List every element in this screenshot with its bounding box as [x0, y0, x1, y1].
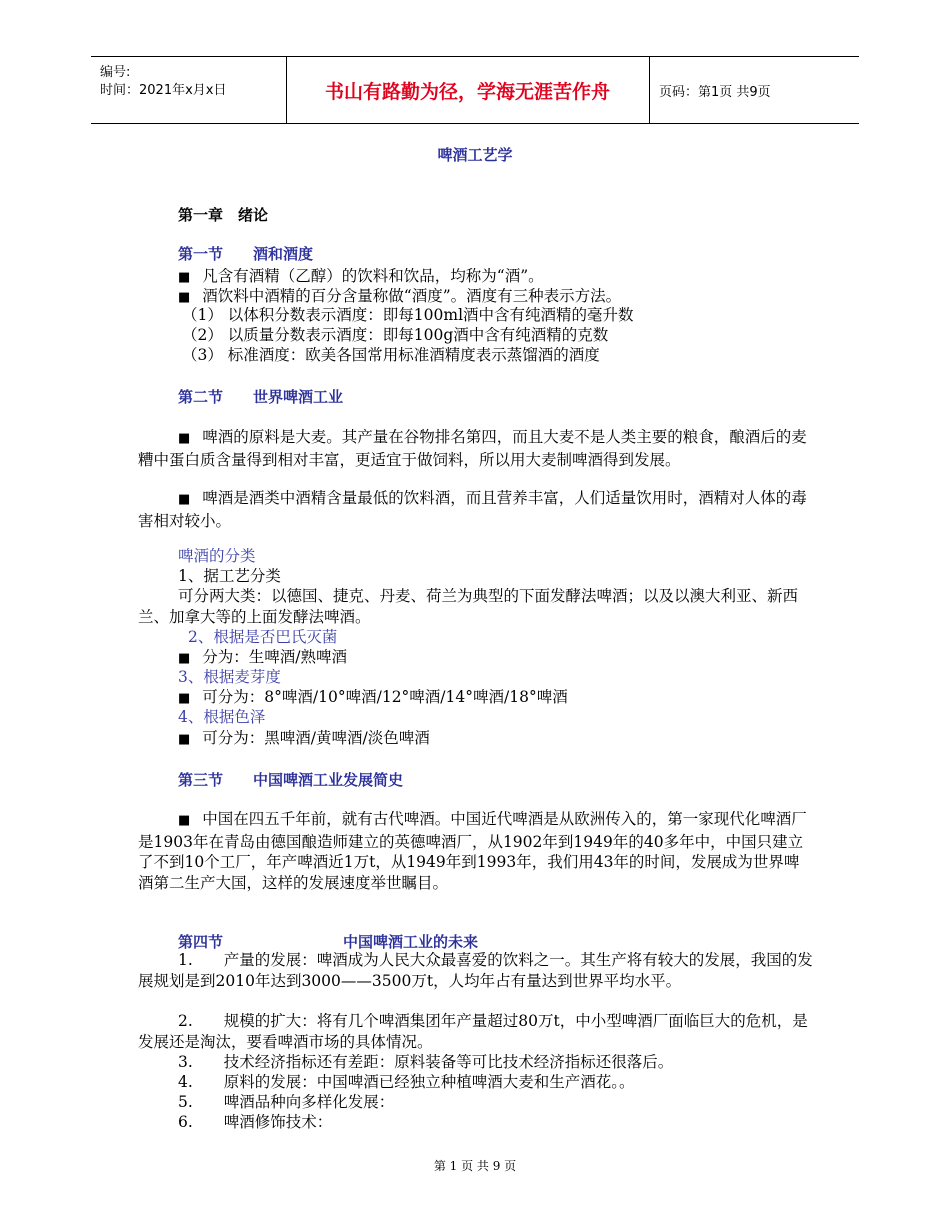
paragraph-text: 啤酒是酒类中酒精含量最低的饮料酒，而且营养丰富，人们适量饮用时，酒精对人体的毒害相对较小。 — [138, 489, 807, 530]
page-footer: 第 1 页 共 9 页 — [433, 1159, 517, 1173]
classify-item-1-text: 可分两大类：以德国、捷克、丹麦、荷兰为典型的下面发酵法啤酒；以及以澳大利亚、新西兰、加拿大等的上面发酵法啤酒。 — [138, 587, 799, 626]
section-1-heading: 第一节 酒和酒度 — [178, 245, 314, 263]
header-meta-cell — [91, 57, 287, 123]
bullet-text: 酒饮料中酒精的百分含量称做“酒度”。酒度有三种表示方法。 — [202, 287, 622, 305]
bullet-square-icon: ■ — [178, 290, 191, 305]
future-item-4: 4. 原料的发展：中国啤酒已经独立种植啤酒大麦和生产酒花。。 — [178, 1073, 635, 1091]
header-page-info: 页码：第1页 共9页 — [659, 85, 771, 100]
bullet-text: 可分为：8°啤酒/10°啤酒/12°啤酒/14°啤酒/18°啤酒 — [202, 688, 568, 706]
bullet-square-icon: ■ — [178, 270, 191, 285]
chapter-heading: 第一章 绪论 — [178, 206, 269, 224]
bullet-text: 凡含有酒精（乙醇）的饮料和饮品，均称为“酒”。 — [202, 267, 544, 285]
paragraph-text: 啤酒的原料是大麦。其产量在谷物排名第四，而且大麦不是人类主要的粮食，酿酒后的麦糟中蛋白质含量得到相对丰富，更适宜于做饲料，所以用大麦制啤酒得到发展。 — [138, 428, 807, 469]
time-label: 时间：2021年x月x日 — [100, 83, 227, 98]
paragraph-text: 中国在四五千年前，就有古代啤酒。中国近代啤酒是从欧洲传入的，第一家现代化啤酒厂是1903年在青岛由德国酿造师建立的英德啤酒厂，从1902年到1949年的40多年中，中国只建立了不到10个工厂，年产啤酒近1万t，从1949年到1993年，我们用43年的时间，发展成为世界啤酒第二生产大国，这样的发展速度举世瞩目。 — [138, 810, 807, 892]
section-2-paragraph-2 — [138, 488, 813, 531]
bullet-square-icon: ■ — [178, 651, 191, 666]
classify-item-2-heading: 2、根据是否巴氏灭菌 — [188, 628, 338, 646]
classification-heading: 啤酒的分类 — [178, 547, 256, 565]
page-header — [91, 56, 859, 124]
bullet-square-icon: ■ — [178, 492, 191, 507]
future-item-5: 5. 啤酒品种向多样化发展： — [178, 1093, 395, 1111]
method-1: （1） 以体积分数表示酒度：即每100ml酒中含有纯酒精的毫升数 — [182, 306, 634, 324]
document-title: 啤酒工艺学 — [437, 146, 513, 164]
section-1-bullet-1 — [178, 266, 544, 288]
section-3-heading: 第三节 中国啤酒工业发展简史 — [178, 771, 404, 789]
method-2: （2） 以质量分数表示酒度：即每100g酒中含有纯酒精的克数 — [182, 326, 609, 344]
classify-item-3-bullet — [178, 687, 568, 709]
section-2-paragraph-1 — [138, 427, 813, 470]
bullet-square-icon: ■ — [178, 691, 191, 706]
method-3: （3） 标准酒度：欧美各国常用标准酒精度表示蒸馏酒的酒度 — [182, 346, 600, 364]
number-label: 编号: — [100, 65, 131, 80]
future-item-1: 1. 产量的发展：啤酒成为人民大众最喜爱的饮料之一。其生产将有较大的发展，我国的发展规划是到2010年达到3000——3500万t，人均年占有量达到世界平均水平。 — [138, 951, 813, 990]
section-4-heading: 第四节 中国啤酒工业的未来 — [178, 933, 479, 951]
future-item-6: 6. 啤酒修饰技术： — [178, 1113, 333, 1131]
bullet-text: 可分为：黑啤酒/黄啤酒/淡色啤酒 — [202, 729, 430, 747]
future-item-3: 3. 技术经济指标还有差距：原料装备等可比技术经济指标还很落后。 — [178, 1053, 674, 1071]
classify-item-4-heading: 4、根据色泽 — [178, 708, 266, 726]
classify-item-3-heading: 3、根据麦芽度 — [178, 668, 281, 686]
classify-item-1-heading: 1、据工艺分类 — [178, 567, 281, 585]
section-2-heading: 第二节 世界啤酒工业 — [178, 388, 344, 406]
section-3-paragraph — [138, 809, 813, 893]
bullet-square-icon: ■ — [178, 431, 191, 446]
future-item-2: 2. 规模的扩大：将有几个啤酒集团年产量超过80万t，中小型啤酒厂面临巨大的危机，是发展还是淘汰，要看啤酒市场的具体情况。 — [138, 1012, 808, 1051]
classify-item-2-bullet — [178, 647, 347, 669]
bullet-text: 分为：生啤酒/熟啤酒 — [202, 648, 348, 666]
bullet-square-icon: ■ — [178, 813, 191, 828]
header-motto: 书山有路勤为径，学海无涯苦作舟 — [286, 57, 650, 123]
classify-item-4-bullet — [178, 728, 430, 750]
bullet-square-icon: ■ — [178, 732, 191, 747]
